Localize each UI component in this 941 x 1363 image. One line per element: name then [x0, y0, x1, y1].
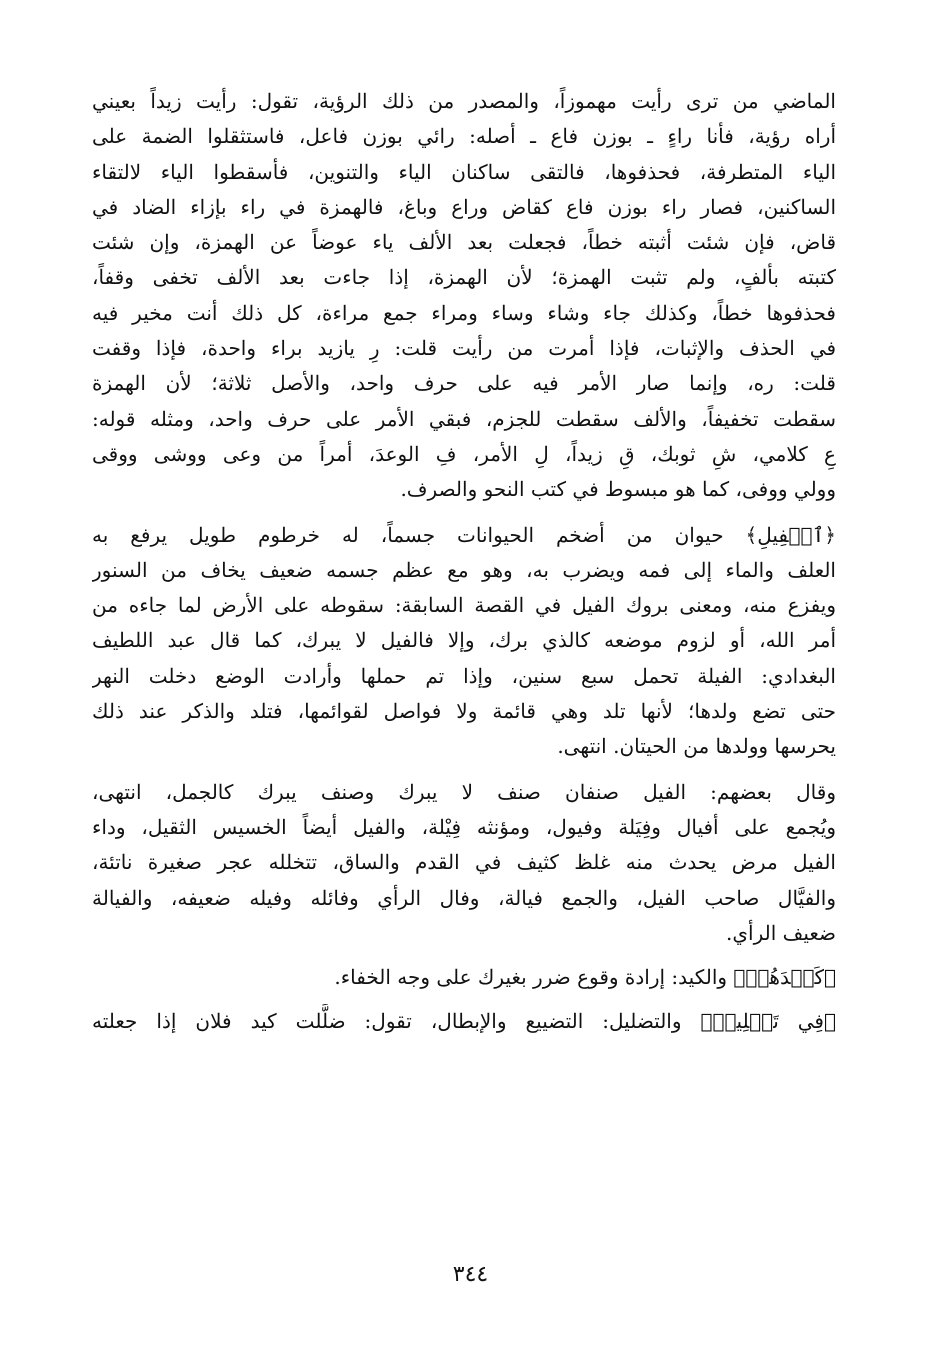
text-line: الفيل مرض يحدث منه غلظ كثيف في القدم والساق، تتخلله عجر صغيرة ناتئة،	[92, 850, 836, 875]
text-line: الماضي من ترى رأيت مهموزاً، والمصدر من ذلك الرؤية، تقول: رأيت زيداً بعيني	[92, 89, 836, 113]
text-line: ضعيف الرأي.	[726, 920, 836, 945]
paragraph	[92, 775, 836, 951]
text-line: سقطت تخفيفاً، والألف سقطت للجزم، فبقي الأمر على حرف واحد، ومثله قوله:	[92, 406, 836, 431]
text-line: في الحذف والإثبات، فإذا أمرت من رأيت قلت: رِ يازيد براء واحدة، فإذا وقفت	[92, 336, 836, 361]
text-line: العلف والماء إلى فمه ويضرب به، وهو مع عظم جسمه ضعيف يخاف من السنور	[92, 557, 836, 582]
text-line: يحرسها وولدها من الحيتان. انتهى.	[557, 734, 836, 759]
text-line: الساكنين، فصار راء بوزن فاع كقاض وراع وباغ، فالهمزة في راء بإزاء الضاد في	[92, 194, 836, 219]
text-line: عِ كلامي، شِ ثوبك، قِ زيداً، لِ الأمر، فِ الوعدَ، أمراً من وعى ووشى ووقى	[92, 441, 836, 466]
text-line: ويُجمع على أفيال وفِيَلة وفيول، ومؤنثه فِيْلة، والفيل أيضاً الخسيس الثقيل، وداء	[92, 814, 836, 839]
text-line: كتبته بألفٍ، ولم تثبت الهمزة؛ لأن الهمزة، إذا جاءت بعد الألف تخفى وقفاً،	[92, 265, 836, 290]
paragraph	[92, 84, 836, 508]
document-page	[92, 84, 836, 1040]
text-line: ﴿كَيۡدَهُمۡ﴾ والكيد: إرادة وقوع ضرر بغيرك على وجه الخفاء.	[334, 965, 836, 990]
paragraph	[92, 960, 836, 995]
text-line: البغدادي: الفيلة تحمل سبع سنين، وإذا تم حملها وأرادت الوضع دخلت النهر	[92, 663, 836, 688]
text-line: حتى تضع ولدها؛ لأنها تلد وهي قائمة ولا فواصل لقوائمها، فتلد والذكر عند ذلك	[92, 699, 836, 724]
text-line: ويفزع منه، ومعنى بروك الفيل في القصة السابقة: سقوطه على الأرض لما جاءه من	[92, 593, 836, 618]
text-line: قاض، فإن شئت أثبته خطاً، فجعلت بعد الألف ياء عوضاً عن الهمزة، وإن شئت	[92, 230, 836, 255]
text-line: قلت: ره، وإنما صار الأمر فيه على حرف واحد، والأصل ثلاثة؛ لأن الهمزة	[92, 371, 836, 396]
text-line: ﴿فِي تَضۡلِيلٖ﴾ والتضليل: التضييع والإبطال، تقول: ضلَّلت كيد فلان إذا جعلته	[92, 1009, 836, 1034]
text-line: وولي ووفى، كما هو مبسوط في كتب النحو والصرف.	[400, 477, 836, 502]
text-line: أمر الله، أو لزوم موضعه كالذي برك، وإلا فالفيل لا يبرك، كما قال عبد اللطيف	[92, 628, 836, 653]
text-line: وقال بعضهم: الفيل صنفان صنف لا يبرك وصنف يبرك كالجمل، انتهى،	[92, 779, 836, 804]
text-line: ﴿ٱلۡفِيلِ﴾ حيوان من أضخم الحيوانات جسماً، له خرطوم طويل يرفع به	[92, 522, 836, 547]
text-line: أراه رؤية، فأنا راءٍ ـ بوزن فاع ـ أصله: رائي بوزن فاعل، فاستثقلوا الضمة على	[92, 124, 836, 149]
text-line: فحذفوها خطاً، وكذلك جاء وشاء وساء ومراء جمع مراءة، كل ذلك أنت مخير فيه	[92, 300, 836, 325]
paragraph	[92, 1004, 836, 1039]
text-line: الياء المتطرفة، فحذفوها، فالتقى ساكنان الياء والتنوين، فأسقطوا الياء لالتقاء	[92, 159, 836, 184]
paragraph	[92, 518, 836, 765]
page-number: ٣٤٤	[452, 1262, 489, 1287]
text-line: والفيَّال صاحب الفيل، والجمع فيالة، وفال الرأي وفائله وفيله ضعيفه، والفيالة	[92, 885, 836, 910]
